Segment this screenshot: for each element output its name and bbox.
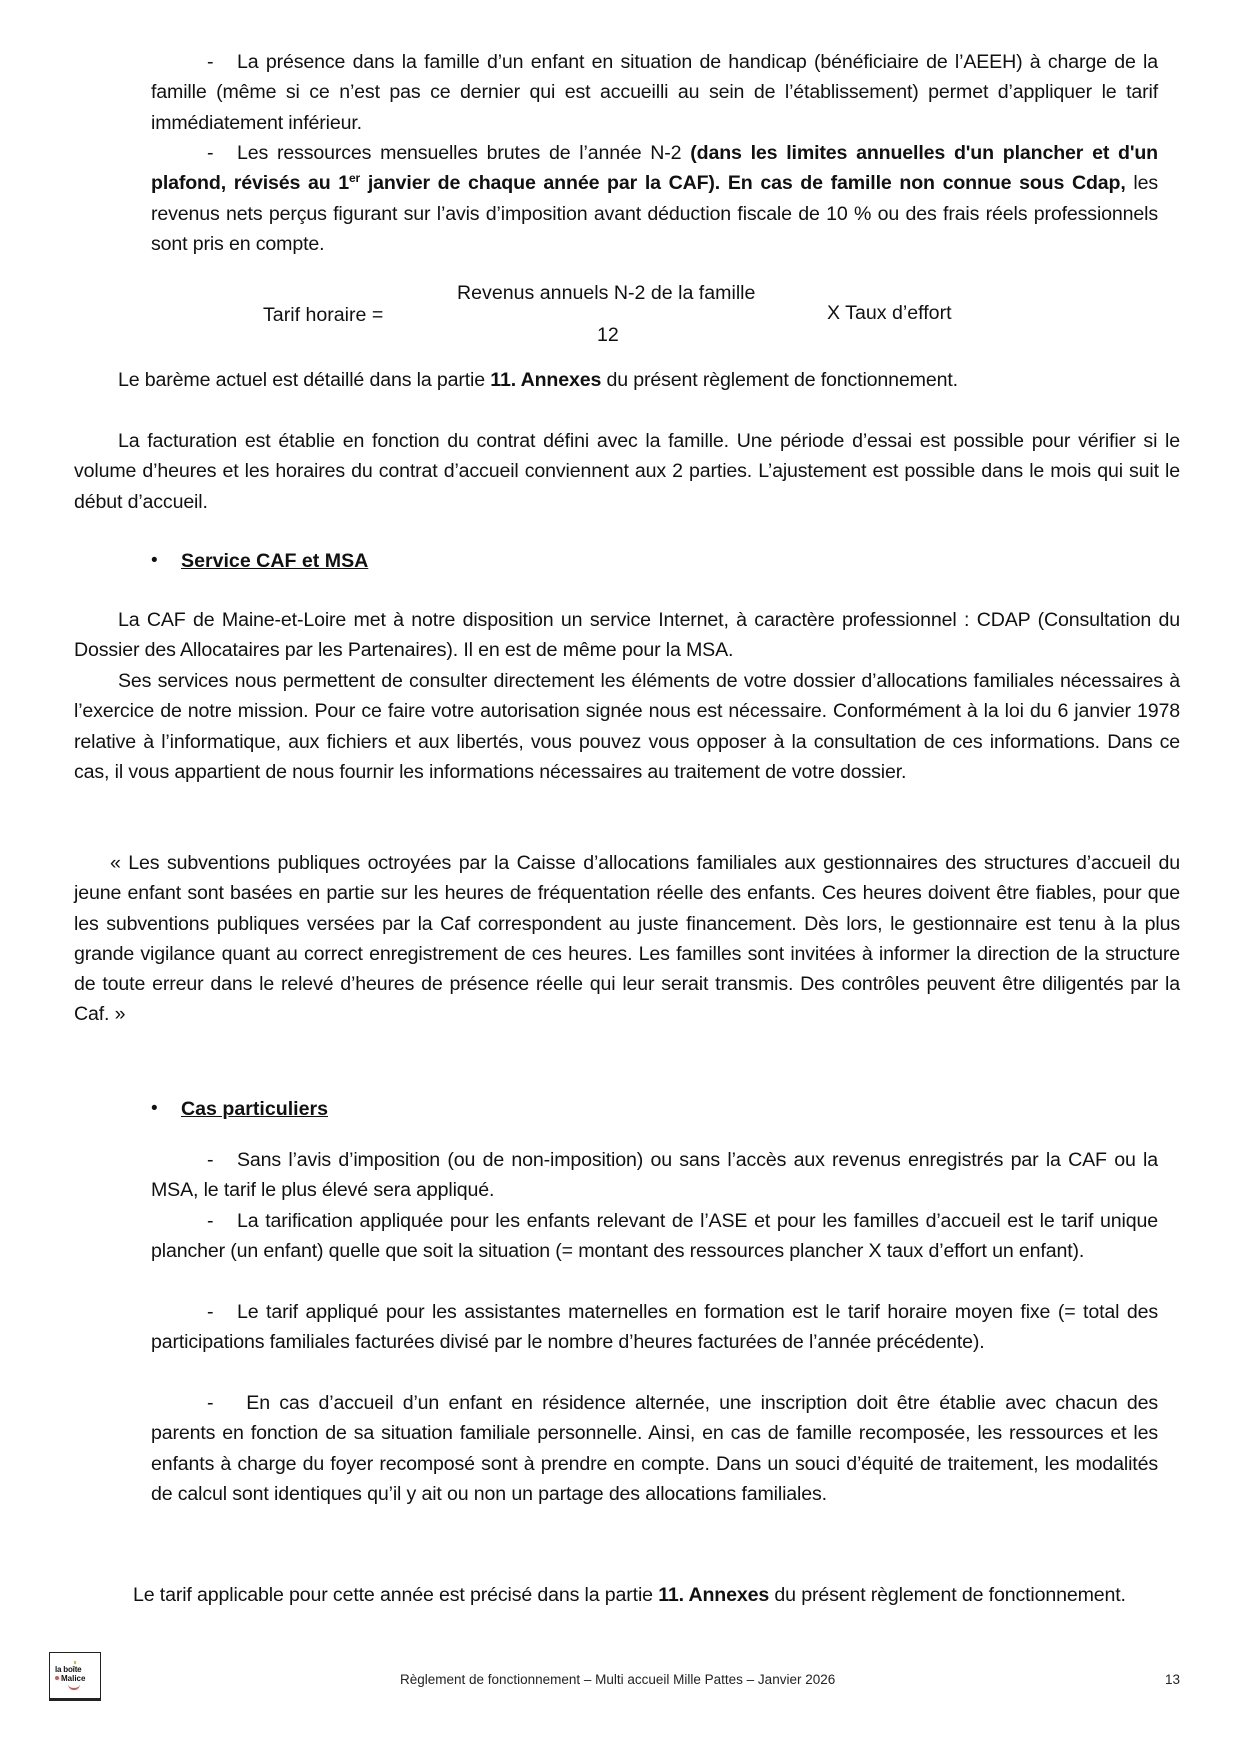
smile-icon [68,1683,80,1690]
bullet-icon: • [151,550,158,571]
tarif-applicable-paragraph [74,1580,1180,1610]
page-number: 13 [1165,1672,1181,1687]
list-item-text: La tarification appliquée pour les enfants relevant de l’ASE et pour les familles d’accueil est le tarif unique plancher (un enfant) quelle que soit la situation (= montant des ressources plancher X taux d’effort un enfant). [151,1210,1158,1263]
formula-rhs: X Taux d’effort [827,302,952,324]
list-item-handicap [151,47,1158,138]
paragraph-text: du présent règlement de fonctionnement. [769,1584,1126,1606]
dash-marker: - [207,1301,214,1323]
cas-item-sans-avis [151,1145,1158,1206]
dash-marker: - [207,142,214,164]
bullet-icon: • [151,1098,158,1119]
list-item-text: Sans l’avis d’imposition (ou de non-imposition) ou sans l’accès aux revenus enregistrés par la CAF ou la MSA, le tarif le plus élevé sera appliqué. [151,1149,1158,1202]
list-item-ressources [151,138,1158,259]
bareme-paragraph [74,365,1180,395]
red-dot-icon [55,1676,59,1680]
list-item-text: En cas d’accueil d’un enfant en résidence alternée, une inscription doit être établie avec chacun des parents en fonction de sa situation familiale personnelle. Ainsi, en cas de famille recomposée, les ressources et les enfants à charge du foyer recomposé sont à prendre en compte. Dans un souci d’équité de traitement, les modalités de calcul sont identiques qu’il y ait ou non un partage des allocations familiales. [151,1392,1158,1505]
superscript: er [349,171,361,186]
caf-paragraph-2: Ses services nous permettent de consulter directement les éléments de votre dossier d’allocations familiales nécessaires à l’exercice de notre mission. Pour ce faire votre autorisation signée nous est nécessaire. Conformément à la loi du 6 janvier 1978 relative à l’informatique, aux fichiers et aux libertés, vous pouvez vous opposer à la consultation de ces informations. Dans ce cas, il vous appartient de nous fournir les informations nécessaires au traitement de votre dossier. [74,670,1180,783]
section-title: Service CAF et MSA [181,550,369,572]
annexes-reference: 11. Annexes [490,369,602,391]
candle-icon [74,1661,76,1664]
formula-lhs: Tarif horaire = [263,304,384,326]
caf-quote-paragraph: « Les subventions publiques octroyées par la Caisse d’allocations familiales aux gestionnaires des structures d’accueil du jeune enfant sont basées en partie sur les heures de fréquentation réelle des enfants. Ces heures doivent être fiables, pour que les subventions publiques versées par la Caf correspondent au juste financement. Dès lors, le gestionnaire est tenu à la plus grande vigilance quant au correct enregistrement de ces heures. Les familles sont invitées à informer la direction de la structure de toute erreur dans le relevé d’heures de présence réelle qui leur serait transmis. Des contrôles peuvent être diligentés par la Caf. » [74,852,1180,1026]
list-item-text: Les ressources mensuelles brutes de l’année N-2 [237,142,691,164]
section-title: Cas particuliers [181,1098,329,1120]
dash-marker: - [207,51,214,73]
formula-denominator: 12 [597,324,619,346]
dash-marker: - [207,1149,214,1171]
footer-title: Règlement de fonctionnement – Multi accueil Mille Pattes – Janvier 2026 [400,1672,836,1687]
bold-text: (dans les limites annuelles d'un plancher et d'un plafond, révisés au 1 [151,142,1158,195]
paragraph-text: du présent règlement de fonctionnement. [601,369,958,391]
cas-item-ase [151,1206,1158,1267]
facturation-paragraph: La facturation est établie en fonction du contrat défini avec la famille. Une période d’essai est possible pour vérifier si le volume d’heures et les horaires du contrat d’accueil conviennent aux 2 parties. L’ajustement est possible dans le mois qui suit le début d’accueil. [74,430,1180,513]
section-heading-cas [151,1094,551,1125]
list-item-text: Le tarif appliqué pour les assistantes maternelles en formation est le tarif horaire moyen fixe (= total des participations familiales facturées divisé par le nombre d’heures facturées de l’année précédente). [151,1301,1158,1354]
logo-text-line2 [55,1674,85,1683]
logo-text-line1: la boîte [55,1665,82,1674]
logo-text-line2-label: Malice [61,1674,86,1683]
cas-item-assistantes [151,1297,1158,1358]
dash-marker: - [207,1210,214,1232]
paragraph-text: Le barème actuel est détaillé dans la partie [118,369,491,391]
list-item-text: La présence dans la famille d’un enfant en situation de handicap (bénéficiaire de l’AEEH) à charge de la famille (même si ce n’est pas ce dernier qui est accueilli au sein de l’établissement) permet d’appliquer le tarif immédiatement inférieur. [151,51,1158,134]
dash-marker: - [207,1392,214,1414]
cas-item-residence-alternee [151,1388,1158,1509]
caf-paragraph-1: La CAF de Maine-et-Loire met à notre disposition un service Internet, à caractère professionnel : CDAP (Consultation du Dossier des Allocataires par les Partenaires). Il en est de même pour la MSA. [74,609,1180,662]
formula-numerator: Revenus annuels N-2 de la famille [457,282,756,304]
paragraph-text: Le tarif applicable pour cette année est précisé dans la partie [133,1584,659,1606]
bold-text: janvier de chaque année par la CAF). En cas de famille non connue sous Cdap, [360,172,1126,195]
section-heading-caf [151,546,551,577]
logo-la-boite-a-malice [49,1652,101,1701]
annexes-reference: 11. Annexes [658,1584,770,1606]
list-item-text: les revenus nets perçus figurant sur l’avis d’imposition avant déduction fiscale de 10 % ou des frais réels professionnels sont pris en compte. [151,172,1158,255]
